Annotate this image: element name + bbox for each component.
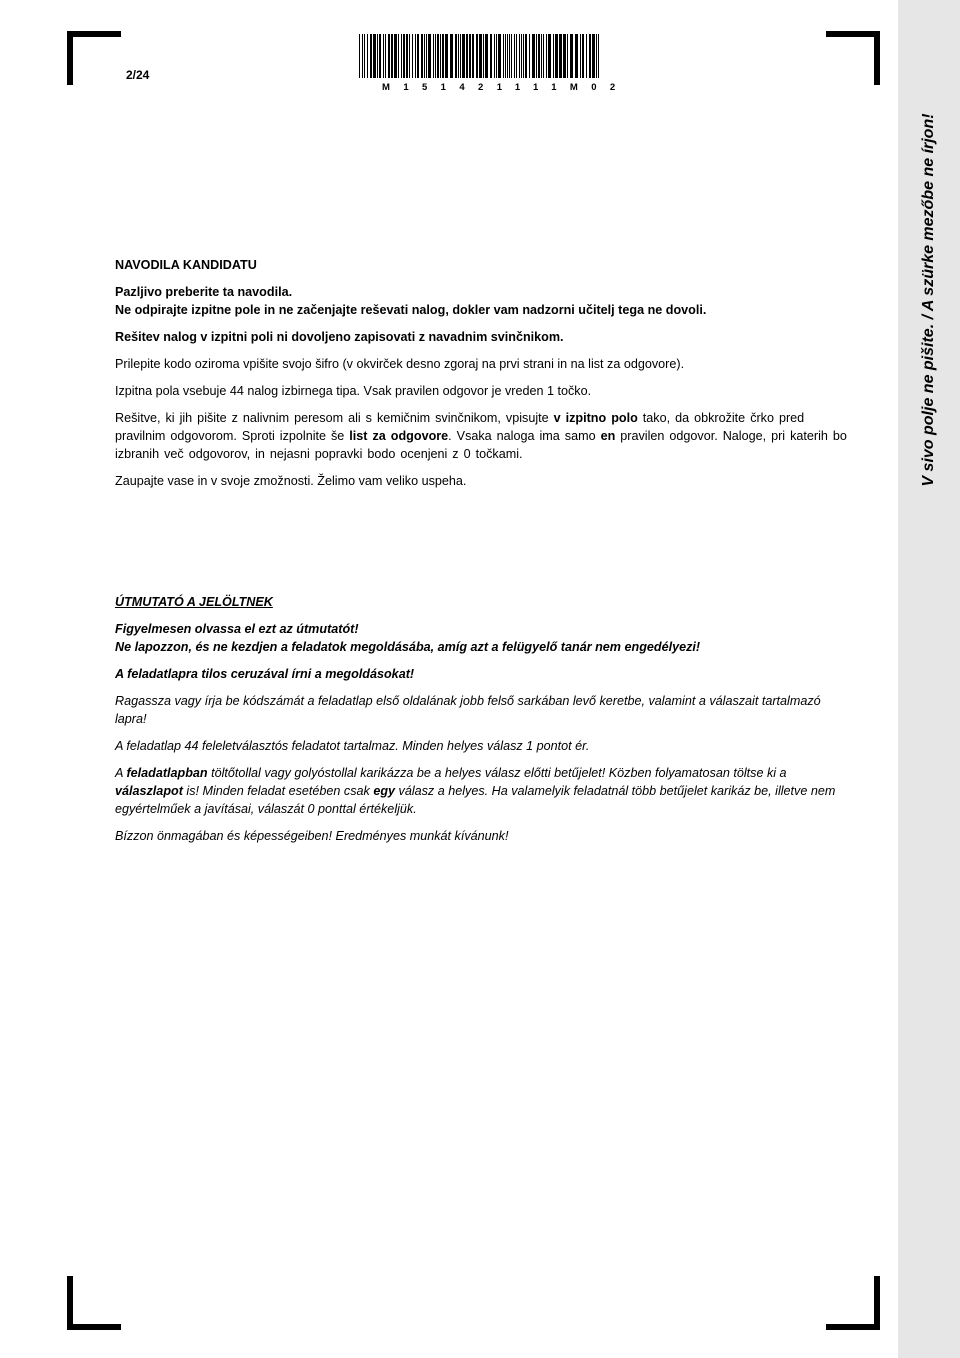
registration-mark-bottom-right: [826, 1276, 880, 1330]
registration-mark-top-right: [826, 31, 880, 85]
slovenian-line-2: Ne odpirajte izpitne pole in ne začenjajte reševati nalog, dokler vam nadzorni učitelj tega ne dovoli.: [115, 303, 707, 317]
slovenian-line-6: Rešitve, ki jih pišite z nalivnim peresom ali s kemičnim svinčnikom, vpisujte v izpitno polo tako, da obkrožite črko pred pravilnim odgovorom. Sproti izpolnite še list za odgovore. Vsaka naloga ima samo en pravilen odgovor. Naloge, pri katerih bo izbranih več odgovorov, in nejasni popravki bodo ocenjeni z 0 točkami.: [115, 411, 847, 461]
registration-mark-top-left: [67, 31, 121, 85]
hungarian-line-3: A feladatlapra tilos ceruzával írni a megoldásokat!: [115, 667, 415, 681]
slovenian-line-3: Rešitev nalog v izpitni poli ni dovoljeno zapisovati z navadnim svinčnikom.: [115, 330, 564, 344]
hungarian-instructions: [115, 593, 850, 845]
slovenian-line-5: Izpitna pola vsebuje 44 nalog izbirnega tipa. Vsak pravilen odgovor je vreden 1 točko.: [115, 384, 592, 398]
margin-warning-text: V sivo polje ne pišite. / A szürke mezőbe ne írjon!: [920, 113, 937, 487]
hungarian-line-6: A feladatlapban töltőtollal vagy golyóstollal karikázza be a helyes válasz előtti betűjelet! Közben folyamatosan töltse ki a válaszlapot is! Minden feladat esetében csak egy válasz a helyes. Ha valamelyik feladatnál több betűjelet karikáz be, illetve nem egyértelműek a javításai, válaszát 0 ponttal értékeljük.: [115, 766, 836, 816]
hungarian-line-1: Figyelmesen olvassa el ezt az útmutatót!: [115, 622, 359, 636]
slovenian-instructions: [115, 256, 850, 490]
barcode: [359, 34, 599, 78]
registration-mark-bottom-left: [67, 1276, 121, 1330]
slovenian-title: NAVODILA KANDIDATU: [115, 258, 257, 272]
hungarian-line-2: Ne lapozzon, és ne kezdjen a feladatok megoldásába, amíg azt a felügyelő tanár nem engedélyezi!: [115, 640, 701, 654]
page-number: 2/24: [126, 68, 150, 82]
hungarian-line-5: A feladatlap 44 feleletválasztós feladatot tartalmaz. Minden helyes válasz 1 pontot ér.: [115, 739, 590, 753]
barcode-label: M151421111M02: [382, 82, 629, 93]
hungarian-line-7: Bízzon önmagában és képességeiben! Eredményes munkát kívánunk!: [115, 829, 509, 843]
hungarian-title: ÚTMUTATÓ A JELÖLTNEK: [115, 595, 273, 609]
slovenian-line-1: Pazljivo preberite ta navodila.: [115, 285, 293, 299]
hungarian-line-4: Ragassza vagy írja be kódszámát a feladatlap első oldalának jobb felső sarkában levő keretbe, valamint a válaszait tartalmazó lapra!: [115, 694, 821, 726]
slovenian-line-7: Zaupajte vase in v svoje zmožnosti. Želimo vam veliko uspeha.: [115, 474, 467, 488]
slovenian-line-4: Prilepite kodo oziroma vpišite svojo šifro (v okvirček desno zgoraj na prvi strani in na list za odgovore).: [115, 357, 685, 371]
